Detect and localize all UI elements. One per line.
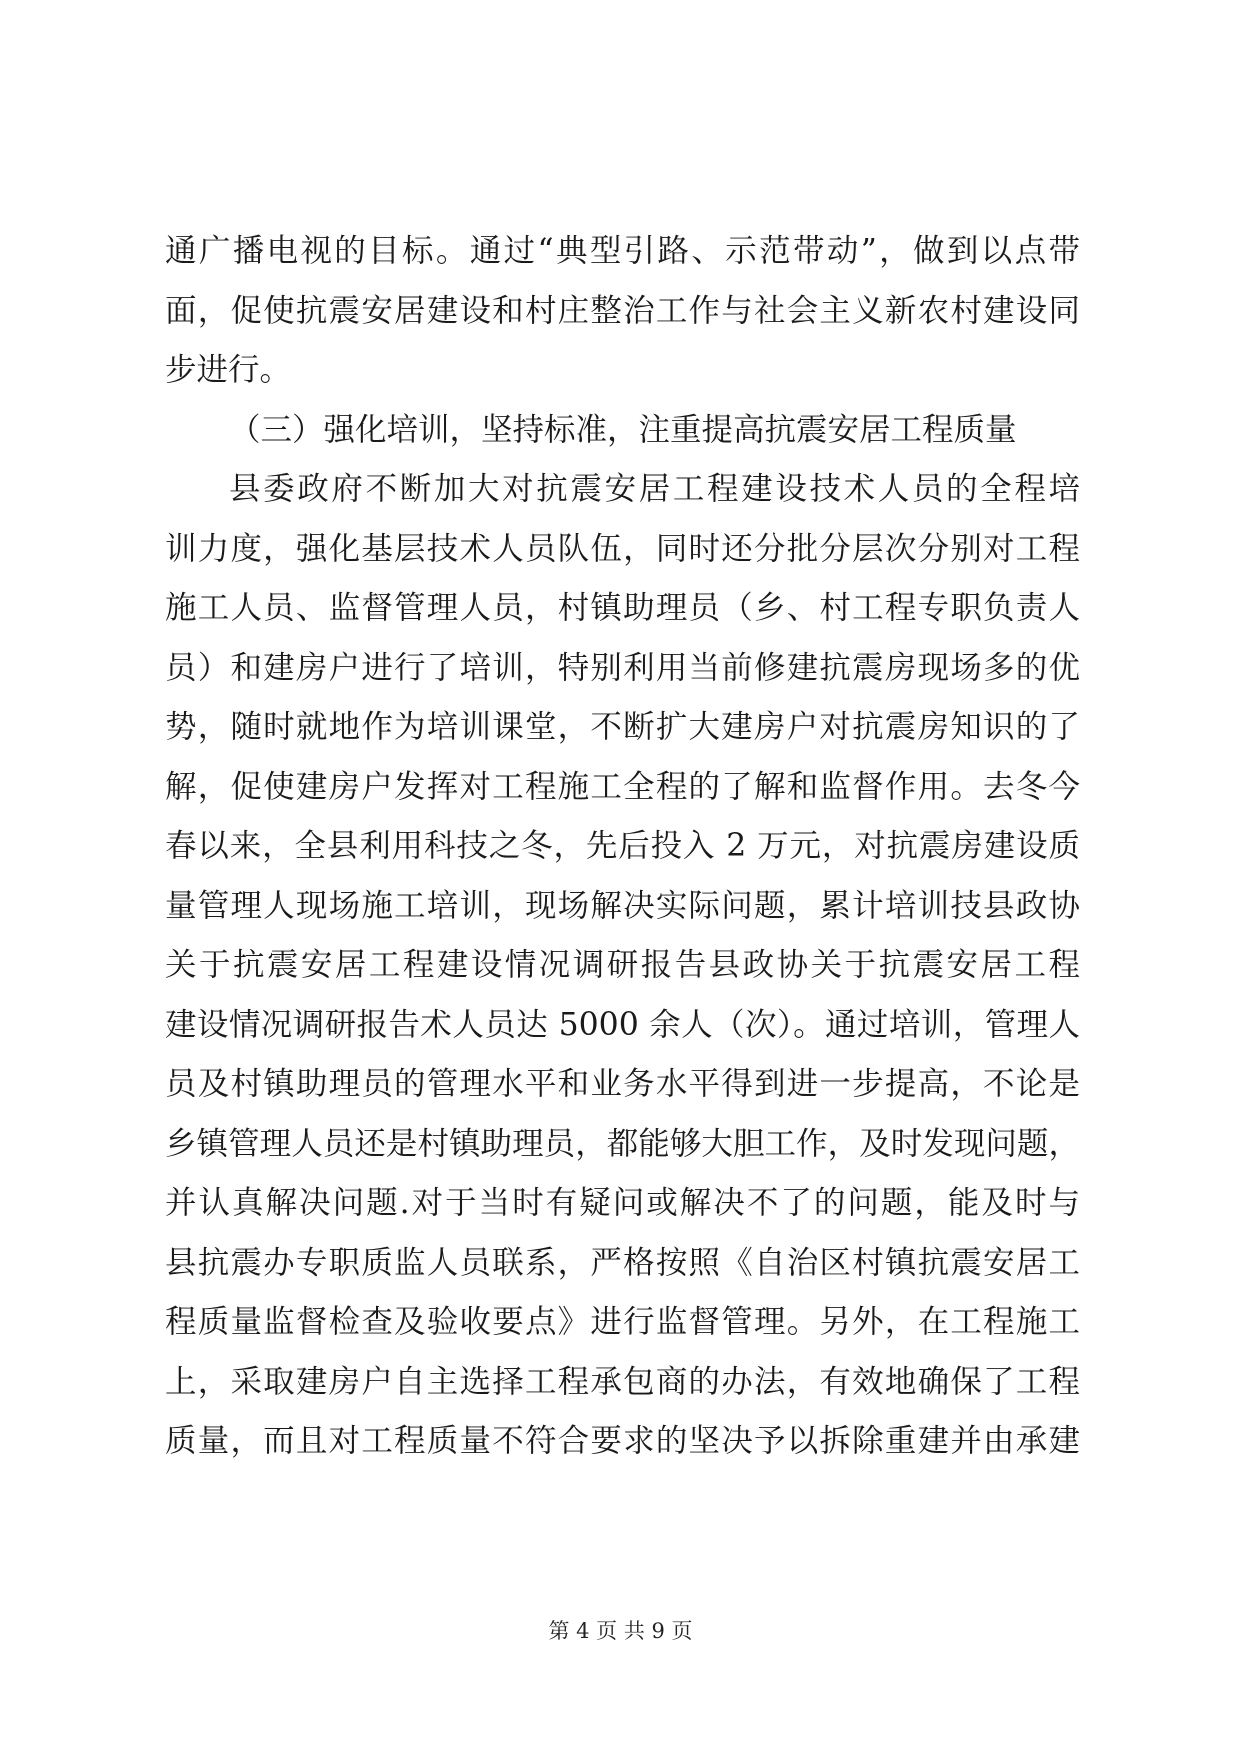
text-line: 面，促使抗震安居建设和村庄整治工作与社会主义新农村建设同 bbox=[165, 292, 1080, 329]
text-line: 县委政府不断加大对抗震安居工程建设技术人员的全程培 bbox=[229, 471, 1080, 507]
section-heading: （三）强化培训，坚持标准，注重提高抗震安居工程质量 bbox=[229, 411, 1017, 448]
text-line: 程质量监督检查及验收要点》进行监督管理。另外，在工程施工 bbox=[165, 1304, 1080, 1340]
text-line: 量管理人现场施工培训，现场解决实际问题，累计培训技县政协 bbox=[165, 887, 1080, 924]
text-line: 质量，而且对工程质量不符合要求的坚决予以拆除重建并由承建 bbox=[165, 1423, 1080, 1459]
text-line: 员及村镇助理员的管理水平和业务水平得到进一步提高，不论是 bbox=[165, 1066, 1080, 1102]
text-line: 乡镇管理人员还是村镇助理员，都能够大胆工作，及时发现问题， bbox=[165, 1125, 1080, 1162]
text-line: 员）和建房户进行了培训，特别利用当前修建抗震房现场多的优 bbox=[165, 649, 1080, 686]
text-line: 并认真解决问题.对于当时有疑问或解决不了的问题，能及时与 bbox=[165, 1185, 1080, 1221]
text-line: 步进行。 bbox=[165, 352, 292, 388]
text-line: 势，随时就地作为培训课堂，不断扩大建房户对抗震房知识的了 bbox=[165, 709, 1080, 745]
text-line: 施工人员、监督管理人员，村镇助理员（乡、村工程专职负责人 bbox=[165, 590, 1080, 626]
text-line: 关于抗震安居工程建设情况调研报告县政协关于抗震安居工程 bbox=[165, 947, 1080, 983]
text-line: 春以来，全县利用科技之冬，先后投入 2 万元，对抗震房建设质 bbox=[165, 828, 1080, 864]
page-number-footer: 第 4 页 共 9 页 bbox=[548, 1619, 693, 1643]
body-text bbox=[165, 222, 1080, 1472]
text-line: 县抗震办专职质监人员联系，严格按照《自治区村镇抗震安居工 bbox=[165, 1244, 1080, 1281]
text-line: 建设情况调研报告术人员达 5000 余人（次）。通过培训，管理人 bbox=[165, 1006, 1080, 1043]
text-line: 上，采取建房户自主选择工程承包商的办法，有效地确保了工程 bbox=[165, 1363, 1080, 1400]
text-line: 训力度，强化基层技术人员队伍，同时还分批分层次分别对工程 bbox=[165, 530, 1080, 567]
text-line: 通广播电视的目标。通过“典型引路、示范带动”，做到以点带 bbox=[165, 233, 1080, 269]
text-line: 解，促使建房户发挥对工程施工全程的了解和监督作用。去冬今 bbox=[165, 768, 1080, 805]
